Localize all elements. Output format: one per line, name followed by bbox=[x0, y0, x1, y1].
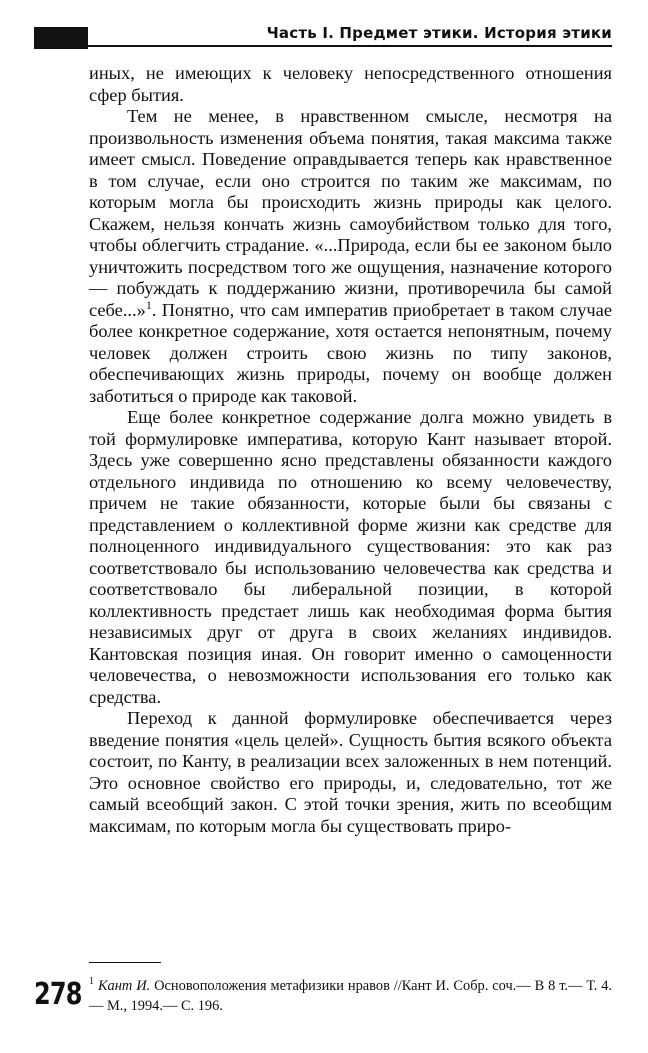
footnote bbox=[89, 976, 612, 1016]
paragraph-3: Еще более конкретное содержание долга можно увидеть в той формулировке императива, которую Кант называет второй. Здесь уже совершенно ясно представлены обязанности каждого отдельного индивида по отношению ко всему человечеству, причем не такие обязанности, которые были бы связаны с представлением о коллективной форме жизни как средстве для полноценного индивидуального существования: это как раз соответствовало бы использованию человечества как средства и соответствовало бы либеральной позиции, в которой коллективность предстает лишь как необходимая форма бытия независимых друг от друга в своих желаниях индивидов. Кантовская позиция иная. Он говорит именно о самоценности человечества, о невозможности использования его только как средства. bbox=[89, 407, 612, 707]
body-text bbox=[89, 63, 612, 837]
footnote-text: Основоположения метафизики нравов //Кант И. Собр. соч.— В 8 т.— Т. 4.— М., 1994.— С. 196. bbox=[89, 978, 613, 1014]
page-number: 278 bbox=[34, 977, 82, 1012]
paragraph-2 bbox=[89, 106, 612, 407]
running-head: Часть I. Предмет этики. История этики bbox=[266, 24, 612, 42]
footnote-author: Кант И. bbox=[98, 978, 151, 994]
paragraph-2-text: Тем не менее, в нравственном смысле, несмотря на произвольность изменения объема понятия, такая максима также имеет смысл. Поведение оправдывается теперь как нравственное в том случае, если оно строится по таким же максимам, по которым могла бы происходить жизнь природы как целого. Скажем, нельзя кончать жизнь самоубийством только для того, чтобы облегчить страдание. «...Природа, если бы ее законом было уничтожить посредством того же ощущения, назначение которого — побуждать к поддержанию жизни, противоречила бы самой себе...» bbox=[89, 106, 612, 320]
footnote-reference: 1 bbox=[145, 297, 152, 312]
header-rule bbox=[88, 45, 612, 47]
footnote-rule bbox=[89, 962, 161, 963]
paragraph-1: иных, не имеющих к человеку непосредственного отношения сфер бытия. bbox=[89, 63, 612, 105]
footnote-mark: 1 bbox=[89, 976, 94, 988]
header-black-bar bbox=[34, 27, 88, 49]
paragraph-2-tail: . Понятно, что сам императив приобретает в таком случае более конкретное содержание, хотя остается непонятным, почему человек должен строить свою жизнь по типу законов, обеспечивающих жизнь природы, почему он вообще должен заботиться о природе как таковой. bbox=[89, 299, 612, 406]
paragraph-4: Переход к данной формулировке обеспечивается через введение понятия «цель целей». Сущность бытия всякого объекта состоит, по Канту, в реализации всех заложенных в нем потенций. Это основное свойство его природы, и, следовательно, тот же самый всеобщий закон. С этой точки зрения, жить по всеобщим максимам, по которым могла бы существовать приро- bbox=[89, 708, 612, 836]
